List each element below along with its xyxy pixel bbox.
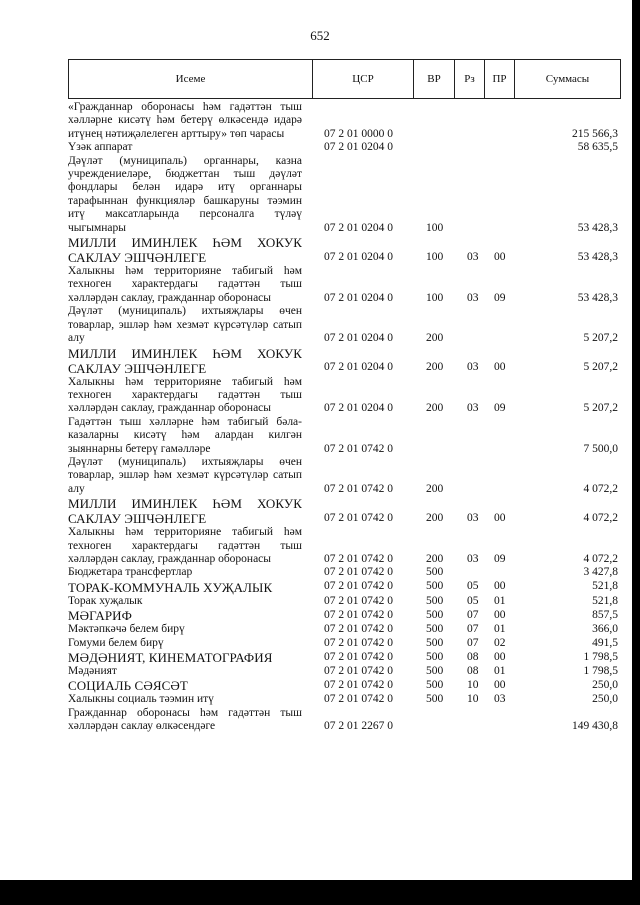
- row-name: Халыкны һәм территорияне табигый һәм техноген характердагы гадәттән тыш хәлләрдән саклау, гражданнар оборонасы: [68, 526, 302, 565]
- row-vr: 200: [426, 511, 444, 524]
- row-name: Халыкны һәм территорияне табигый һәм техноген характердагы гадәттән тыш хәлләрдән саклау, гражданнар оборонасы: [68, 265, 302, 304]
- row-sum: 53 428,3: [577, 221, 618, 234]
- row-sum: 857,5: [592, 608, 618, 621]
- row-csr: 07 2 01 0742 0: [324, 650, 393, 663]
- row-name: ТОРАК-КОММУНАЛЬ ХУҖАЛЫК: [68, 579, 273, 595]
- row-rz: 07: [467, 636, 479, 649]
- table-row: [68, 566, 618, 579]
- row-sum: 3 427,8: [583, 566, 618, 579]
- row-csr: 07 2 01 0204 0: [324, 141, 393, 154]
- table-row: [68, 650, 618, 665]
- row-name: Торак хуҗалык: [68, 594, 143, 607]
- row-sum: 53 428,3: [577, 250, 618, 263]
- row-name: МӘДӘНИЯТ, КИНЕМАТОГРАФИЯ: [68, 650, 273, 665]
- row-name: Халыкны һәм территорияне табигый һәм техноген характердагы гадәттән тыш хәлләрдән саклау, гражданнар оборонасы: [68, 375, 302, 415]
- row-pr: 09: [494, 552, 506, 565]
- table-row: [68, 265, 618, 305]
- row-sum: 149 430,8: [572, 720, 618, 733]
- row-csr: 07 2 01 0204 0: [324, 402, 393, 415]
- row-name: «Гражданнар оборонасы һәм гадәттән тыш хәлләрне кисәтү һәм бетерү өлкәсендә идарә итүнең нәтиҗәлелеген арттыру» төп чарасы: [68, 101, 302, 140]
- row-sum: 4 072,2: [583, 511, 618, 524]
- row-sum: 1 798,5: [583, 665, 618, 677]
- row-csr: 07 2 01 0000 0: [324, 127, 393, 140]
- row-sum: 53 428,3: [577, 291, 618, 304]
- row-vr: 500: [426, 665, 444, 677]
- row-name: Гадәттән тыш хәлләрне һәм табигый бәла-казаларны кисәтү һәм алардан килгән зыяннарны бетерү гамәлләре: [68, 415, 302, 455]
- row-csr: 07 2 01 0742 0: [324, 636, 393, 649]
- row-sum: 5 207,2: [583, 402, 618, 415]
- row-sum: 250,0: [592, 679, 618, 691]
- table-row: [68, 155, 618, 235]
- budget-table-body: [68, 101, 618, 734]
- row-pr: 00: [494, 608, 506, 621]
- row-csr: 07 2 01 2267 0: [324, 720, 393, 733]
- table-row: [68, 637, 618, 650]
- row-csr: 07 2 01 0204 0: [324, 291, 393, 304]
- table-row: [68, 305, 618, 345]
- row-rz: 03: [467, 291, 479, 304]
- row-vr: 500: [426, 608, 444, 621]
- row-csr: 07 2 01 0742 0: [324, 665, 393, 677]
- row-pr: 00: [494, 650, 506, 663]
- row-sum: 366,0: [592, 623, 618, 636]
- row-name: Гражданнар оборонасы һәм гадәттән тыш хәлләрдән саклау өлкәсендәге: [68, 706, 302, 733]
- row-csr: 07 2 01 0742 0: [324, 442, 393, 455]
- table-header: [68, 59, 621, 99]
- table-row: [68, 376, 618, 416]
- row-name: Бюджетара трансфертлар: [68, 566, 193, 579]
- header-name: Исеме: [69, 60, 313, 98]
- row-name: Дәүләт (муниципаль) органнары, казна учреждениеләре, бюджеттан тыш дәүләт фондлары белән идарә итү органнары тарафыннан функцияләр башкаруны тәэмин итү максатларында персоналга түләү чыгымнары: [68, 154, 302, 234]
- row-name: МИЛЛИ ИМИНЛЕК ҺӘМ ХОКУК САКЛАУ ЭШЧӘНЛЕГЕ: [68, 345, 302, 376]
- row-vr: 500: [426, 679, 444, 691]
- row-sum: 215 566,3: [572, 127, 618, 140]
- row-csr: 07 2 01 0742 0: [324, 608, 393, 621]
- row-name: Мәдәният: [68, 665, 117, 677]
- table-row: [68, 456, 618, 496]
- row-vr: 500: [426, 594, 444, 607]
- row-pr: 03: [494, 693, 506, 706]
- header-csr: ЦСР: [313, 60, 414, 98]
- row-vr: 200: [426, 332, 444, 345]
- row-sum: 7 500,0: [583, 442, 618, 455]
- row-rz: 08: [467, 665, 479, 677]
- row-rz: 03: [467, 402, 479, 415]
- row-sum: 250,0: [592, 693, 618, 706]
- row-vr: 500: [426, 693, 444, 706]
- row-csr: 07 2 01 0204 0: [324, 361, 393, 374]
- row-csr: 07 2 01 0742 0: [324, 693, 393, 706]
- row-pr: 00: [494, 679, 506, 691]
- row-pr: 00: [494, 580, 506, 593]
- row-sum: 4 072,2: [583, 482, 618, 495]
- row-name: Үзәк аппарат: [68, 141, 133, 154]
- page-number: 652: [310, 28, 330, 43]
- row-pr: 02: [494, 636, 506, 649]
- row-csr: 07 2 01 0742 0: [324, 511, 393, 524]
- row-name: Мәктәпкәчә белем бирү: [68, 623, 185, 636]
- row-rz: 03: [467, 552, 479, 565]
- row-rz: 05: [467, 580, 479, 593]
- row-vr: 200: [426, 482, 444, 495]
- row-vr: 500: [426, 636, 444, 649]
- table-row: [68, 416, 618, 456]
- table-row: [68, 693, 618, 706]
- table-row: [68, 623, 618, 636]
- row-csr: 07 2 01 0204 0: [324, 332, 393, 345]
- row-rz: 07: [467, 623, 479, 636]
- row-name: СОЦИАЛЬ СӘЯСӘТ: [68, 678, 188, 694]
- row-vr: 500: [426, 566, 444, 579]
- row-vr: 100: [426, 221, 444, 234]
- table-row: [68, 707, 618, 734]
- row-sum: 58 635,5: [577, 141, 618, 154]
- table-row: [68, 101, 618, 141]
- table-row: [68, 595, 618, 608]
- row-csr: 07 2 01 0742 0: [324, 580, 393, 593]
- row-csr: 07 2 01 0742 0: [324, 623, 393, 636]
- row-pr: 09: [494, 291, 506, 304]
- row-vr: 100: [426, 291, 444, 304]
- row-vr: 500: [426, 580, 444, 593]
- row-rz: 03: [467, 511, 479, 524]
- scan-edge-right: [632, 0, 640, 905]
- row-sum: 521,8: [592, 594, 618, 607]
- row-sum: 521,8: [592, 580, 618, 593]
- row-name: МИЛЛИ ИМИНЛЕК ҺӘМ ХОКУК САКЛАУ ЭШЧӘНЛЕГЕ: [68, 235, 302, 266]
- row-rz: 03: [467, 250, 479, 263]
- table-row: [68, 346, 618, 376]
- row-name: Дәүләт (муниципаль) ихтыяҗлары өчен товарлар, эшләр һәм хезмәт күрсәтүләр сатып алу: [68, 455, 302, 495]
- row-rz: 03: [467, 361, 479, 374]
- header-rz: Рз: [455, 60, 485, 98]
- header-vr: ВР: [414, 60, 455, 98]
- header-pr: ПР: [485, 60, 515, 98]
- row-csr: 07 2 01 0742 0: [324, 566, 393, 579]
- row-name: Гомуми белем бирү: [68, 636, 164, 649]
- row-vr: 200: [426, 552, 444, 565]
- row-csr: 07 2 01 0204 0: [324, 250, 393, 263]
- header-sum: Суммасы: [545, 73, 590, 85]
- row-name: Халыкны социаль тәэмин итү: [68, 693, 214, 706]
- table-row: [68, 665, 618, 678]
- row-csr: 07 2 01 0742 0: [324, 482, 393, 495]
- row-sum: 5 207,2: [583, 361, 618, 374]
- row-sum: 1 798,5: [583, 650, 618, 663]
- row-csr: 07 2 01 0742 0: [324, 679, 393, 691]
- row-rz: 05: [467, 594, 479, 607]
- row-sum: 4 072,2: [583, 552, 618, 565]
- row-csr: 07 2 01 0742 0: [324, 594, 393, 607]
- row-vr: 500: [426, 650, 444, 663]
- table-row: [68, 235, 618, 265]
- row-pr: 01: [494, 665, 506, 677]
- table-row: [68, 608, 618, 623]
- row-rz: 10: [467, 679, 479, 691]
- table-row: [68, 496, 618, 526]
- table-row: [68, 580, 618, 595]
- row-rz: 08: [467, 650, 479, 663]
- row-sum: 491,5: [592, 636, 618, 649]
- row-name: МӘГАРИФ: [68, 608, 133, 624]
- row-vr: 500: [426, 623, 444, 636]
- row-pr: 00: [494, 511, 506, 524]
- row-pr: 00: [494, 361, 506, 374]
- table-row: [68, 526, 618, 566]
- row-rz: 10: [467, 693, 479, 706]
- row-rz: 07: [467, 608, 479, 621]
- row-vr: 200: [426, 361, 444, 374]
- row-csr: 07 2 01 0204 0: [324, 221, 393, 234]
- row-vr: 100: [426, 250, 444, 263]
- table-row: [68, 141, 618, 154]
- table-row: [68, 678, 618, 693]
- row-name: Дәүләт (муниципаль) ихтыяҗлары өчен товарлар, эшләр һәм хезмәт күрсәтүләр сатып алу: [68, 305, 302, 345]
- row-pr: 01: [494, 594, 506, 607]
- row-pr: 09: [494, 402, 506, 415]
- row-name: МИЛЛИ ИМИНЛЕК ҺӘМ ХОКУК САКЛАУ ЭШЧӘНЛЕГЕ: [68, 496, 302, 527]
- row-csr: 07 2 01 0742 0: [324, 552, 393, 565]
- row-pr: 00: [494, 250, 506, 263]
- scan-edge-bottom: [0, 880, 640, 905]
- row-pr: 01: [494, 623, 506, 636]
- row-sum: 5 207,2: [583, 332, 618, 345]
- row-vr: 200: [426, 402, 444, 415]
